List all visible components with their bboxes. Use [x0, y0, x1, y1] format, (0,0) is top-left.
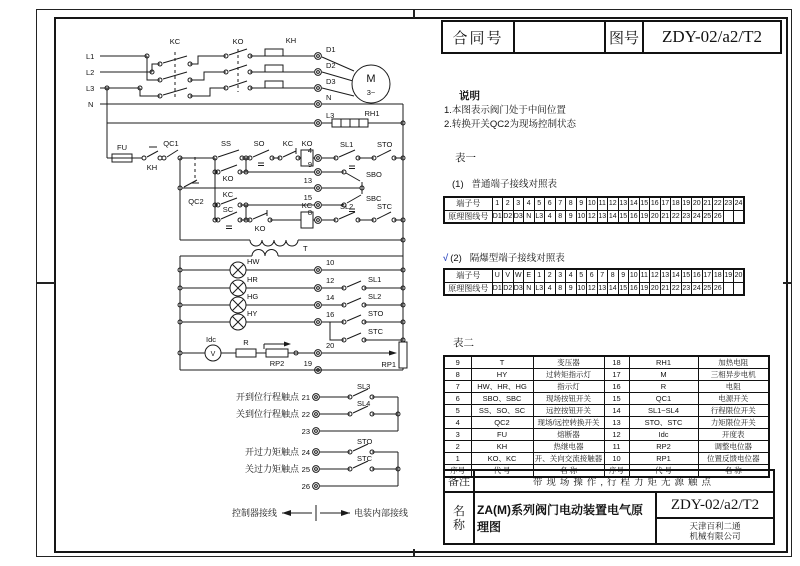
- label-wire-19: 19: [303, 359, 312, 368]
- cell: 13: [660, 269, 671, 282]
- potentiometer-rp1: [399, 342, 407, 368]
- component-table: [443, 355, 770, 478]
- cell: 8: [566, 197, 577, 210]
- cell: 2: [545, 269, 556, 282]
- label-sl4: SL4: [357, 399, 371, 408]
- cell: 15: [618, 210, 629, 223]
- cell: 17: [604, 369, 629, 381]
- cell: 16: [629, 282, 640, 295]
- terminal-table-exproof: [443, 268, 745, 296]
- name-label-char2: 称: [452, 518, 465, 532]
- table-row: [444, 429, 769, 441]
- notes-heading: 说明: [459, 90, 480, 102]
- label-open-torque-contact: 开过力矩触点: [244, 447, 299, 457]
- cell: 9: [618, 269, 629, 282]
- cell: 14: [608, 282, 619, 295]
- cell: 21: [660, 282, 671, 295]
- label-wire-15: 15: [303, 193, 312, 202]
- label-stc: STC: [377, 202, 392, 211]
- cell: 开、关向交流接触器: [534, 454, 603, 463]
- label-open-travel-contact: 开到位行程触点: [235, 392, 299, 402]
- cell: 变压器: [533, 356, 604, 369]
- cell: 12: [587, 282, 598, 295]
- table-row: [444, 453, 769, 465]
- cell: SL1~SL4: [629, 405, 698, 417]
- cell: Idc: [629, 429, 698, 441]
- cell: 24: [734, 197, 745, 210]
- cell: 9: [566, 210, 577, 223]
- label-fu: FU: [117, 143, 127, 152]
- drawing-no-label: 图号: [604, 22, 644, 52]
- table-row: [444, 417, 769, 429]
- label-wire-4: 4: [307, 146, 312, 155]
- cell: E: [524, 269, 535, 282]
- cell: 指示灯: [533, 381, 604, 393]
- cell: HW、HR、HG: [471, 381, 533, 393]
- cell: 14: [608, 210, 619, 223]
- passive-contacts-wiring: [282, 389, 400, 521]
- table-row: [444, 210, 744, 223]
- cell: 三相异步电机: [698, 369, 769, 381]
- cell: 现场/远控转换开关: [533, 417, 604, 429]
- resistor-r: [236, 349, 256, 357]
- cell: D1: [492, 210, 503, 223]
- cell: [723, 282, 734, 295]
- cell: 18: [604, 356, 629, 369]
- label-wire-20: 20: [326, 341, 335, 350]
- label-so: SO: [253, 139, 265, 148]
- label-rp1: RP1: [381, 360, 396, 369]
- cell: 12: [587, 210, 598, 223]
- cell: 15: [604, 393, 629, 405]
- cell: RP1: [629, 453, 698, 465]
- label-sl2: SL2: [340, 202, 354, 211]
- cell: 14: [604, 405, 629, 417]
- label-d3: D3: [326, 77, 336, 86]
- drawing-no-value: ZDY-02/a2/T2: [661, 27, 763, 46]
- label-controller-wiring: 控制器接线: [231, 508, 277, 518]
- cell: QC1: [629, 393, 698, 405]
- table1-exproof-caption-text: (2) 隔爆型端子接线对照表: [450, 253, 565, 264]
- cell: 行程限位开关: [698, 405, 769, 417]
- cell: R: [629, 381, 698, 393]
- label-idc: Idc: [205, 335, 217, 344]
- cell: [734, 282, 745, 295]
- cell: 21: [660, 210, 671, 223]
- table1-exproof-caption: [443, 250, 565, 264]
- cell: 8: [555, 210, 566, 223]
- label-wire-9: 9: [307, 160, 312, 169]
- cell: 23: [723, 197, 734, 210]
- label-ko-contactor: KO: [232, 37, 244, 46]
- label-transformer: T: [303, 244, 308, 253]
- cell: SBO、SBC: [471, 393, 533, 405]
- label-d2: D2: [326, 61, 336, 70]
- label-l3-terminal: L3: [326, 111, 335, 120]
- label-kc-interlock: KC: [282, 139, 294, 148]
- cell: 位置反馈电位器: [698, 453, 769, 465]
- cell: 20: [650, 282, 661, 295]
- contract-no-label: 合同号: [443, 22, 515, 52]
- cell: 22: [713, 197, 724, 210]
- cell: T: [471, 356, 533, 369]
- cell: 现场按钮开关: [533, 393, 604, 405]
- table-row: [444, 393, 769, 405]
- cell: W: [513, 269, 524, 282]
- label-hg: HG: [247, 292, 259, 301]
- cell: 4: [524, 197, 535, 210]
- label-kc-contactor: KC: [169, 37, 181, 46]
- label-r: R: [243, 338, 249, 347]
- cell: 15: [639, 197, 650, 210]
- label-wire-22: 22: [301, 410, 310, 419]
- table-row: [444, 369, 769, 381]
- row-label-wire: 原理图线号: [444, 282, 492, 295]
- cell: 远控按钮开关: [533, 405, 604, 417]
- cell: 代 号: [471, 465, 533, 478]
- cell: 10: [576, 210, 587, 223]
- label-wire-10: 10: [326, 258, 335, 267]
- label-wire-12: 12: [326, 276, 335, 285]
- cell: 23: [681, 210, 692, 223]
- rp2-wiper-arrow: [284, 342, 291, 347]
- thermal-element-1: [265, 49, 283, 56]
- cell: 19: [681, 197, 692, 210]
- cell: V: [503, 269, 514, 282]
- cell: 8: [555, 282, 566, 295]
- cell: D2: [503, 210, 514, 223]
- cell: 8: [444, 369, 471, 381]
- notes-list: [444, 104, 576, 132]
- rp1-wiper-arrow: [389, 351, 397, 356]
- cell: 力矩限位开关: [698, 417, 769, 429]
- cell: U: [492, 269, 503, 282]
- company-line1: 天津百利二通: [689, 521, 741, 531]
- label-l2: L2: [86, 68, 95, 77]
- row-label-wire: 原理图线号: [444, 210, 492, 223]
- cell: 5: [534, 197, 545, 210]
- cell: 6: [587, 269, 598, 282]
- cell: 16: [629, 210, 640, 223]
- label-voltmeter: V: [210, 351, 216, 358]
- label-sbo: SBO: [366, 170, 382, 179]
- label-motor-phase: 3~: [366, 88, 376, 97]
- label-close-travel-contact: 关到位行程触点: [235, 409, 299, 419]
- cell: 11: [597, 197, 608, 210]
- cell: 调整电位器: [698, 441, 769, 453]
- remark-text: 带现场操作,行程力矩无源触点: [532, 477, 716, 488]
- check-mark: √: [443, 253, 449, 264]
- label-stc-lamp: STC: [368, 327, 383, 336]
- label-hy: HY: [247, 309, 258, 318]
- terminal-points: [313, 53, 322, 490]
- cell: 过转矩指示灯: [533, 369, 604, 381]
- cell: N: [524, 210, 535, 223]
- potentiometer-rp2: [266, 349, 288, 357]
- cell: M: [629, 369, 698, 381]
- cell: 9: [576, 197, 587, 210]
- cell: 13: [604, 417, 629, 429]
- passive-nodes: [348, 395, 400, 471]
- cell: 加热电阻: [698, 356, 769, 369]
- cell: 19: [639, 210, 650, 223]
- cell: 18: [713, 269, 724, 282]
- title-strip: [441, 20, 782, 54]
- cell: 热继电器: [533, 441, 604, 453]
- note-1: 1.本图表示阀门处于中间位置: [444, 105, 566, 116]
- cell: 7: [597, 269, 608, 282]
- cell: 10: [587, 197, 598, 210]
- cell: 19: [723, 269, 734, 282]
- cell: FU: [471, 429, 533, 441]
- label-sl1-lamp: SL1: [368, 275, 382, 284]
- cell: 21: [702, 197, 713, 210]
- cell: 12: [650, 269, 661, 282]
- label-n-terminal: N: [326, 93, 332, 102]
- cell: 12: [608, 197, 619, 210]
- cell: 24: [692, 282, 703, 295]
- cell: 5: [444, 405, 471, 417]
- company: [657, 519, 773, 543]
- cell: N: [524, 282, 535, 295]
- cell: 代 号: [629, 465, 698, 478]
- cell: 4: [444, 417, 471, 429]
- center-tick-left: [36, 282, 55, 284]
- cell: L3: [534, 210, 545, 223]
- remark-block: [443, 469, 775, 493]
- cell: RP2: [629, 441, 698, 453]
- cell: [723, 210, 734, 223]
- cell: 6: [545, 197, 556, 210]
- label-wire-16: 16: [326, 310, 335, 319]
- table-row: [444, 441, 769, 453]
- label-ko-coil: KO: [301, 139, 313, 148]
- cell: 2: [444, 441, 471, 453]
- cell: D3: [513, 210, 524, 223]
- label-l3: L3: [86, 84, 95, 93]
- label-d1: D1: [326, 45, 336, 54]
- label-motor: M: [366, 73, 376, 85]
- cell: 24: [692, 210, 703, 223]
- drawing-title: ZA(M)系列阀门电动装置电气原理图: [475, 493, 657, 543]
- cell: 22: [671, 282, 682, 295]
- drawing-number-bottom: ZDY-02/a2/T2: [657, 493, 773, 519]
- label-ko-interlock: KO: [254, 224, 266, 233]
- label-sl3: SL3: [357, 382, 371, 391]
- label-kc-coil: KC: [301, 201, 313, 210]
- label-ko-aux: KO: [222, 174, 234, 183]
- cell: 名 称: [698, 465, 769, 478]
- row-label-terminal: 端子号: [444, 269, 492, 282]
- row-label-terminal: 端子号: [444, 197, 492, 210]
- cell: 10: [576, 282, 587, 295]
- transformer-primary: [250, 240, 298, 246]
- label-rp2: RP2: [269, 359, 285, 368]
- table-row: [444, 405, 769, 417]
- cell: 9: [444, 356, 471, 369]
- label-kh-thermal: KH: [285, 36, 297, 45]
- cell: 11: [604, 441, 629, 453]
- label-qc1: QC1: [163, 139, 179, 148]
- cell: RH1: [629, 356, 698, 369]
- cell: D2: [503, 282, 514, 295]
- cell: 6: [444, 393, 471, 405]
- label-rh1: RH1: [364, 109, 380, 118]
- cell: 2: [503, 197, 514, 210]
- cell: 5: [576, 269, 587, 282]
- label-hr: HR: [247, 275, 258, 284]
- cell: D3: [513, 282, 524, 295]
- label-qc2: QC2: [188, 197, 204, 206]
- label-internal-wiring: 电装内部接线: [354, 508, 409, 518]
- table-row: [444, 381, 769, 393]
- cell: 15: [618, 282, 629, 295]
- cell: 13: [597, 210, 608, 223]
- cell: 17: [660, 197, 671, 210]
- cell: 20: [692, 197, 703, 210]
- label-wire-14: 14: [326, 293, 335, 302]
- cell: 13: [597, 282, 608, 295]
- cell: D1: [492, 282, 503, 295]
- label-sl1: SL1: [340, 140, 354, 149]
- cell: 14: [671, 269, 682, 282]
- cell: 25: [702, 282, 713, 295]
- table-row: [444, 282, 744, 295]
- label-ss: SS: [220, 139, 232, 148]
- label-sto: STO: [377, 140, 393, 149]
- cell: 1: [444, 453, 471, 465]
- label-close-torque-contact: 关过力矩触点: [244, 464, 299, 474]
- cell: 开度表: [698, 429, 769, 441]
- circuit-schematic: [55, 17, 445, 553]
- cell: L3: [534, 282, 545, 295]
- cell: 4: [545, 282, 556, 295]
- cell: 15: [681, 269, 692, 282]
- cell: 13: [618, 197, 629, 210]
- table-row: [444, 197, 744, 210]
- cell: SS、SO、SC: [471, 405, 533, 417]
- name-label-char1: 名: [452, 504, 465, 518]
- name-block: [443, 491, 775, 545]
- cell: HY: [471, 369, 533, 381]
- cell: 电阻: [698, 381, 769, 393]
- label-sl2-lamp: SL2: [368, 292, 382, 301]
- cell: QC2: [471, 417, 533, 429]
- cell: 序号: [444, 465, 471, 478]
- cell: 10: [629, 269, 640, 282]
- label-wire-25: 25: [301, 465, 310, 474]
- company-line2: 机械有限公司: [689, 531, 741, 541]
- label-kc-aux: KC: [222, 190, 234, 199]
- cell: 22: [671, 210, 682, 223]
- cell: 7: [444, 381, 471, 393]
- label-sbc: SBC: [366, 194, 382, 203]
- cell: 20: [650, 210, 661, 223]
- cell: 18: [671, 197, 682, 210]
- label-wire-26: 26: [301, 482, 310, 491]
- table-row: [444, 356, 769, 369]
- name-label: [445, 493, 475, 543]
- cell: 1: [492, 197, 503, 210]
- label-wire-21: 21: [301, 393, 310, 402]
- cell: 26: [713, 282, 724, 295]
- cell: 23: [681, 282, 692, 295]
- name-block-right: [657, 493, 773, 543]
- cell: 20: [734, 269, 745, 282]
- cell: 26: [713, 210, 724, 223]
- label-sto-lamp: STO: [368, 309, 384, 318]
- table2-heading: 表二: [453, 337, 474, 349]
- terminal-table-normal: [443, 196, 745, 224]
- table1-normal-caption: (1) 普通端子接线对照表: [452, 179, 558, 190]
- cell: 16: [650, 197, 661, 210]
- cell: 16: [692, 269, 703, 282]
- cell: 3: [444, 429, 471, 441]
- cell: 19: [639, 282, 650, 295]
- thermal-element-2: [265, 65, 283, 72]
- cell: 3: [555, 269, 566, 282]
- transformer-secondary: [252, 250, 278, 256]
- cell: 熔断器: [533, 429, 604, 441]
- lamps: [230, 262, 246, 330]
- cell: 电源开关: [698, 393, 769, 405]
- label-sc: SC: [222, 205, 234, 214]
- center-tick-right: [783, 282, 792, 284]
- contract-no-value: [515, 22, 604, 52]
- cell: 14: [629, 197, 640, 210]
- thermal-element-3: [265, 81, 283, 88]
- label-kh-contact: KH: [146, 163, 158, 172]
- cell: STO、STC: [629, 417, 698, 429]
- cell: 4: [545, 210, 556, 223]
- cell: 3: [513, 197, 524, 210]
- label-hw: HW: [247, 257, 260, 266]
- cell: 4: [566, 269, 577, 282]
- remark-label: 备注: [445, 471, 475, 491]
- label-wire-23: 23: [301, 427, 310, 436]
- cell: 11: [639, 269, 650, 282]
- table1-heading: 表一: [455, 152, 476, 164]
- cell: 17: [702, 269, 713, 282]
- label-wire-8: 8: [307, 208, 312, 217]
- label-wire-13: 13: [303, 176, 312, 185]
- cell: KO、KC: [471, 453, 533, 465]
- cell: KH: [471, 441, 533, 453]
- label-stc-passive: STC: [357, 454, 372, 463]
- label-sto-passive: STO: [357, 437, 373, 446]
- cell: 1: [534, 269, 545, 282]
- cell: 16: [604, 381, 629, 393]
- note-2: 2.转换开关QC2为现场控制状态: [444, 119, 576, 130]
- table-row: [444, 269, 744, 282]
- cell: 7: [555, 197, 566, 210]
- cell: 9: [566, 282, 577, 295]
- label-n: N: [88, 100, 94, 109]
- cell: 8: [608, 269, 619, 282]
- label-wire-24: 24: [301, 448, 310, 457]
- cell: 25: [702, 210, 713, 223]
- label-l1: L1: [86, 52, 95, 61]
- cell: 序号: [604, 465, 629, 478]
- cell: 10: [604, 453, 629, 465]
- cell: 名 称: [533, 465, 604, 478]
- cell: 12: [604, 429, 629, 441]
- cell: [734, 210, 745, 223]
